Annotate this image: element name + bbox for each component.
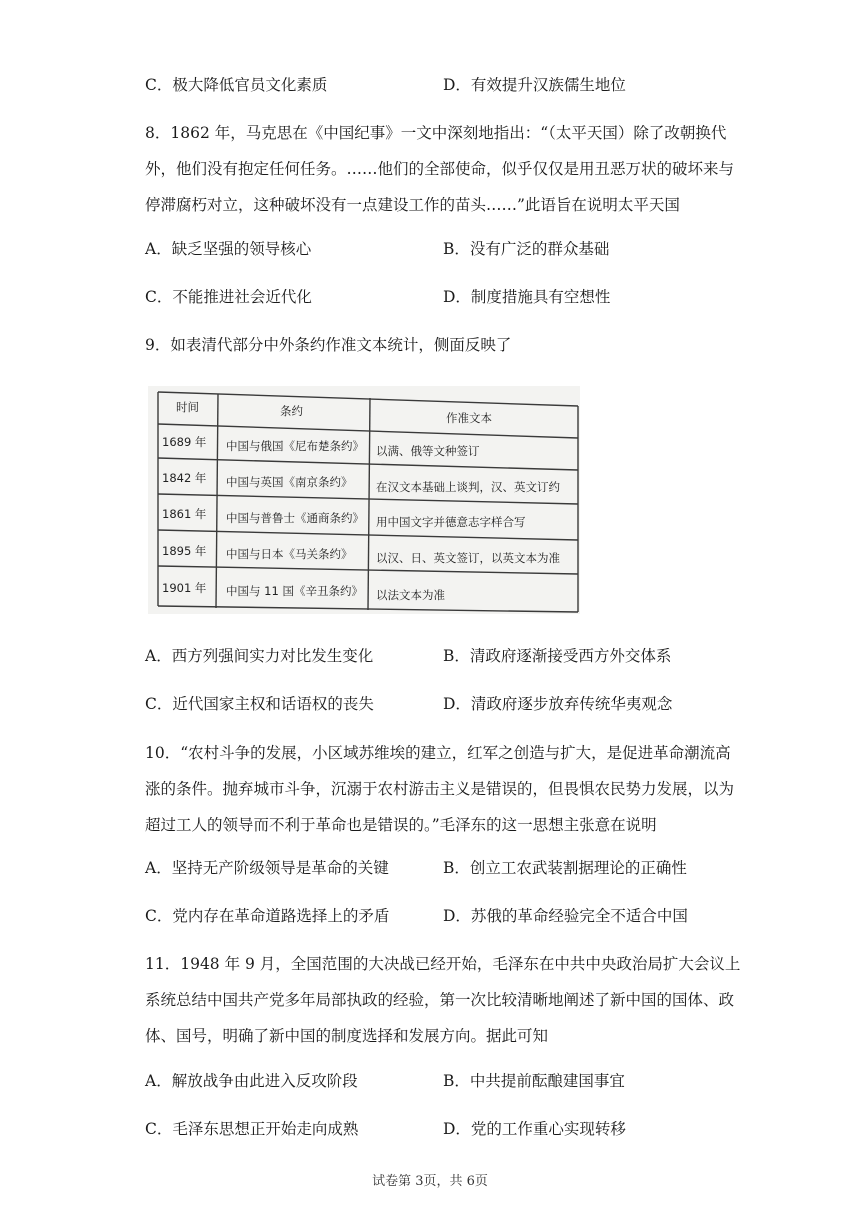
q8-stem-line: 停滞腐朽对立，这种破坏没有一点建设工作的苗头……”此语旨在说明太平天国 xyxy=(145,196,680,214)
table-cell: 以满、俄等文种签订 xyxy=(376,444,480,458)
q8-option-b: B．没有广泛的群众基础 xyxy=(443,240,610,258)
q10-stem-line: 超过工人的领导而不利于革命也是错误的。”毛泽东的这一思想主张意在说明 xyxy=(145,816,657,834)
q11-stem-line: 系统总结中国共产党多年局部执政的经验，第一次比较清晰地阐述了新中国的国体、政 xyxy=(145,991,735,1009)
table-cell: 用中国文字并德意志字样合写 xyxy=(376,515,526,529)
q9-option-d: D．清政府逐步放弃传统华夷观念 xyxy=(443,695,673,713)
table-cell: 中国与日本《马关条约》 xyxy=(226,547,353,561)
q10-stem-line: 10．“农村斗争的发展，小区域苏维埃的建立，红军之创造与扩大，是促进革命潮流高 xyxy=(145,744,731,762)
q11-option-b: B．中共提前酝酿建国事宜 xyxy=(443,1072,625,1090)
table-cell: 中国与英国《南京条约》 xyxy=(226,475,353,489)
q8-option-a: A．缺乏坚强的领导核心 xyxy=(145,240,312,258)
q9-option-b: B．清政府逐渐接受西方外交体系 xyxy=(443,647,672,665)
table-header-time: 时间 xyxy=(176,400,199,414)
q11-option-d: D．党的工作重心实现转移 xyxy=(443,1120,626,1138)
q11-stem xyxy=(145,946,741,1054)
table-cell: 中国与普鲁士《通商条约》 xyxy=(226,511,364,525)
q10-stem-line: 涨的条件。抛弃城市斗争，沉溺于农村游击主义是错误的，但畏惧农民势力发展，以为 xyxy=(145,780,735,798)
q10-option-a: A．坚持无产阶级领导是革命的关键 xyxy=(145,859,389,877)
table-cell: 中国与俄国《尼布楚条约》 xyxy=(226,439,364,453)
treaty-table-image xyxy=(148,386,580,614)
q9-stem: 9．如表清代部分中外条约作准文本统计，侧面反映了 xyxy=(145,336,512,354)
table-cell: 1842 年 xyxy=(162,471,207,485)
q8-option-d: D．制度措施具有空想性 xyxy=(443,288,611,306)
table-cell: 以法文本为准 xyxy=(376,588,445,602)
q8-stem-line: 8．1862 年，马克思在《中国纪事》一文中深刻地指出：“（太平天国）除了改朝换代 xyxy=(145,124,727,142)
table-cell: 以汉、日、英文签订，以英文本为准 xyxy=(376,551,560,565)
q8-stem-line: 外，他们没有抱定任何任务。……他们的全部使命，似乎仅仅是用丑恶万状的破坏来与 xyxy=(145,160,735,178)
q8-option-c: C．不能推进社会近代化 xyxy=(145,288,312,306)
table-cell: 1895 年 xyxy=(162,544,207,558)
q11-stem-line: 体、国号，明确了新中国的制度选择和发展方向。据此可知 xyxy=(145,1027,549,1045)
q11-stem-line: 11．1948 年 9 月，全国范围的大决战已经开始，毛泽东在中共中央政治局扩大会议上 xyxy=(145,955,741,973)
table-cell: 1861 年 xyxy=(162,507,207,521)
q10-option-b: B．创立工农武装割据理论的正确性 xyxy=(443,859,687,877)
table-header-treaty: 条约 xyxy=(280,404,303,418)
treaty-table-grid xyxy=(148,386,580,614)
q9-option-a: A．西方列强间实力对比发生变化 xyxy=(145,647,374,665)
table-header-text: 作准文本 xyxy=(446,411,492,425)
table-cell: 中国与 11 国《辛丑条约》 xyxy=(226,584,363,598)
table-cell: 1901 年 xyxy=(162,581,207,595)
q7-option-c: C．极大降低官员文化素质 xyxy=(145,76,328,94)
q10-option-d: D．苏俄的革命经验完全不适合中国 xyxy=(443,907,688,925)
q10-stem xyxy=(145,735,735,843)
q7-option-d: D．有效提升汉族儒生地位 xyxy=(443,76,626,94)
q11-option-c: C．毛泽东思想正开始走向成熟 xyxy=(145,1120,359,1138)
q10-option-c: C．党内存在革命道路选择上的矛盾 xyxy=(145,907,390,925)
table-cell: 1689 年 xyxy=(162,435,207,449)
q8-stem xyxy=(145,115,735,223)
q11-option-a: A．解放战争由此进入反攻阶段 xyxy=(145,1072,358,1090)
q9-option-c: C．近代国家主权和话语权的丧失 xyxy=(145,695,374,713)
page-footer: 试卷第 3页，共 6页 xyxy=(372,1174,488,1189)
table-cell: 在汉文本基础上谈判，汉、英文订约 xyxy=(376,480,560,494)
